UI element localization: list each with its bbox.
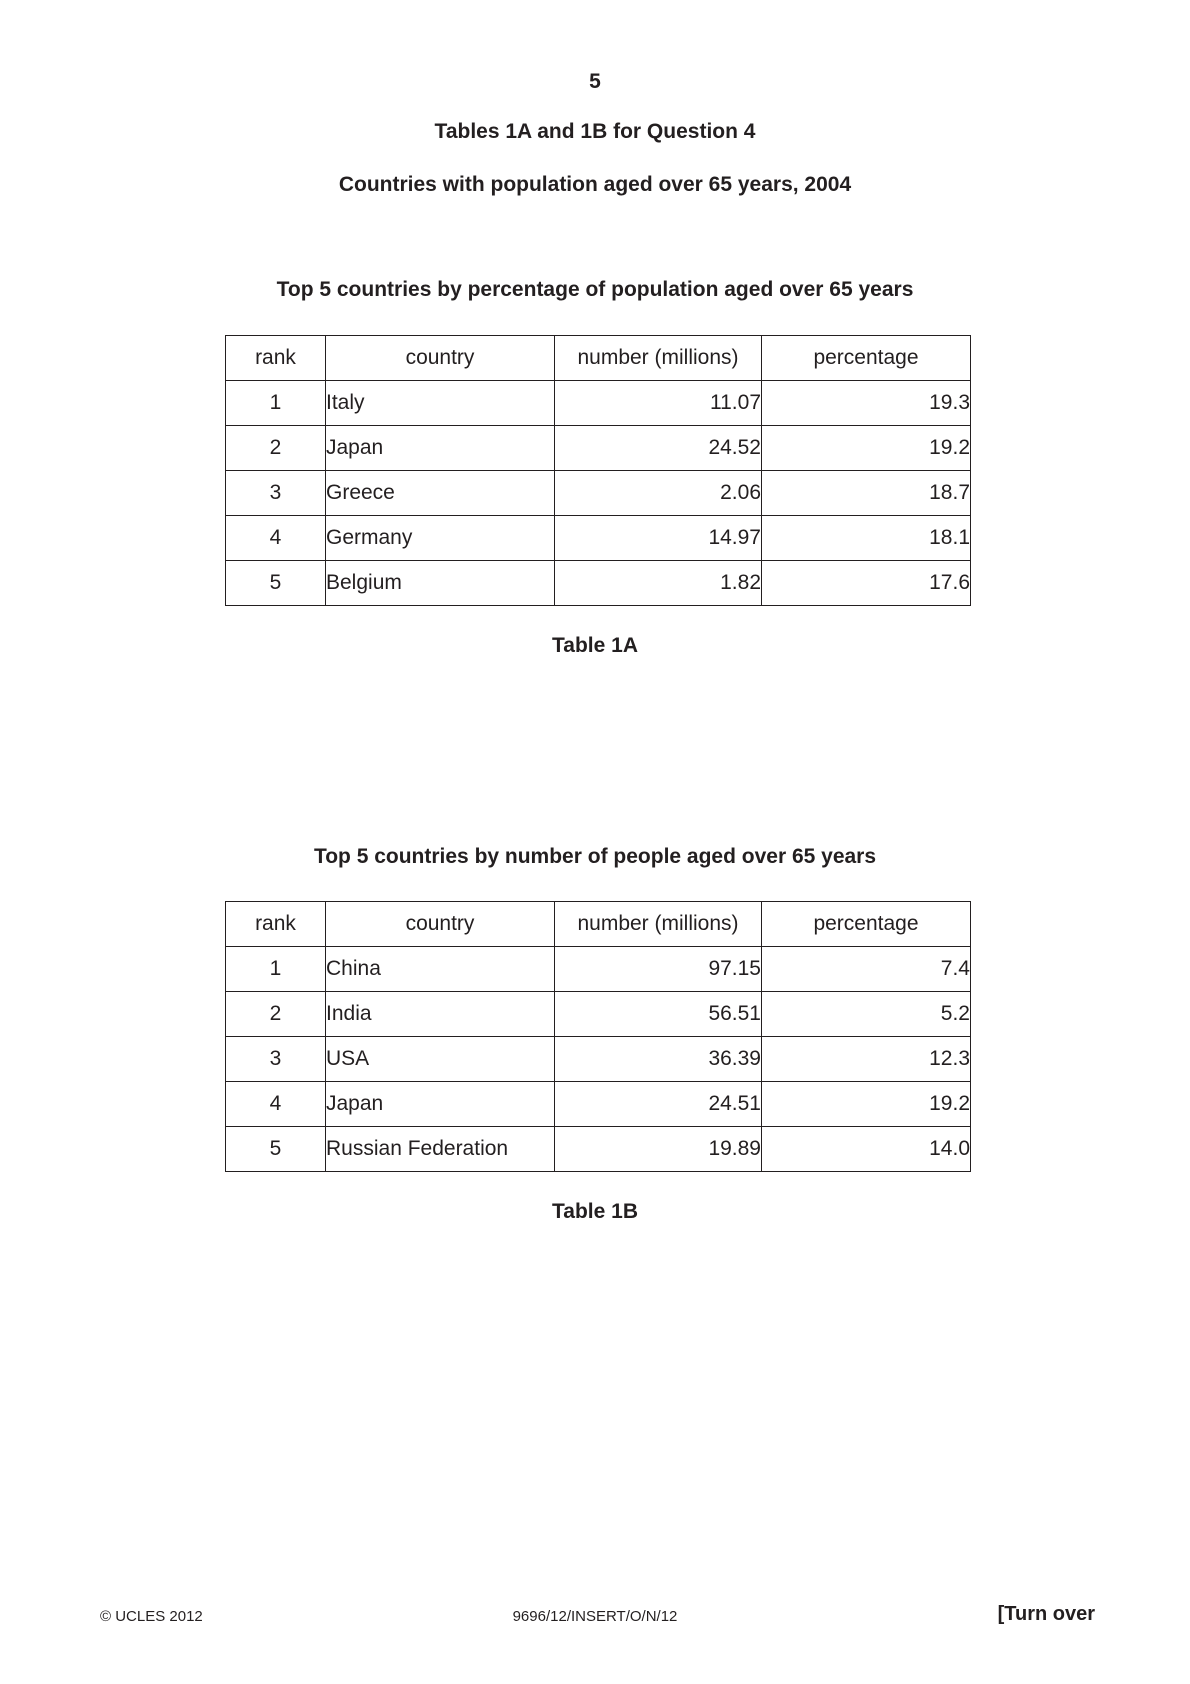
table-cell: 19.2 xyxy=(762,426,971,471)
column-header: country xyxy=(326,902,555,947)
page-number: 5 xyxy=(589,70,601,93)
table-cell: 1 xyxy=(226,381,326,426)
page-title: Tables 1A and 1B for Question 4 xyxy=(434,120,756,143)
table-row xyxy=(226,992,971,1037)
table-header-row xyxy=(226,336,971,381)
table-cell: 3 xyxy=(226,1037,326,1082)
table-1a xyxy=(225,335,971,606)
table-cell: Greece xyxy=(326,471,555,516)
table-cell: Japan xyxy=(326,1082,555,1127)
table-cell: 24.52 xyxy=(555,426,762,471)
table-cell: 1 xyxy=(226,947,326,992)
table-1a-heading: Top 5 countries by percentage of population aged over 65 years xyxy=(276,278,914,301)
table-row xyxy=(226,381,971,426)
table-cell: Germany xyxy=(326,516,555,561)
table-cell: 36.39 xyxy=(555,1037,762,1082)
table-1b-body xyxy=(226,902,971,1172)
column-header: rank xyxy=(226,902,326,947)
table-cell: 5 xyxy=(226,1127,326,1172)
table-cell: 5.2 xyxy=(762,992,971,1037)
table-cell: 14.97 xyxy=(555,516,762,561)
table-row xyxy=(226,516,971,561)
page-subtitle: Countries with population aged over 65 years, 2004 xyxy=(338,173,852,196)
table-cell: 17.6 xyxy=(762,561,971,606)
column-header: rank xyxy=(226,336,326,381)
table-cell: 56.51 xyxy=(555,992,762,1037)
column-header: number (millions) xyxy=(555,336,762,381)
table-cell: 2 xyxy=(226,992,326,1037)
table-cell: Japan xyxy=(326,426,555,471)
table-cell: 1.82 xyxy=(555,561,762,606)
table-cell: 3 xyxy=(226,471,326,516)
table-row xyxy=(226,947,971,992)
column-header: country xyxy=(326,336,555,381)
table-cell: Russian Federation xyxy=(326,1127,555,1172)
table-cell: Italy xyxy=(326,381,555,426)
table-row xyxy=(226,561,971,606)
copyright-notice: © UCLES 2012 xyxy=(100,1608,203,1625)
table-cell: 24.51 xyxy=(555,1082,762,1127)
column-header: number (millions) xyxy=(555,902,762,947)
table-row xyxy=(226,471,971,516)
table-row xyxy=(226,1037,971,1082)
table-cell: USA xyxy=(326,1037,555,1082)
table-cell: 5 xyxy=(226,561,326,606)
table-1b-heading: Top 5 countries by number of people aged over 65 years xyxy=(313,845,877,868)
table-cell: 7.4 xyxy=(762,947,971,992)
table-cell: China xyxy=(326,947,555,992)
exam-code: 9696/12/INSERT/O/N/12 xyxy=(512,1608,678,1625)
table-1a-caption: Table 1A xyxy=(552,634,638,657)
table-header-row xyxy=(226,902,971,947)
table-cell: 2 xyxy=(226,426,326,471)
table-cell: 4 xyxy=(226,516,326,561)
column-header: percentage xyxy=(762,336,971,381)
table-1b-caption: Table 1B xyxy=(552,1200,638,1223)
table-row xyxy=(226,1082,971,1127)
table-cell: 4 xyxy=(226,1082,326,1127)
table-cell: 2.06 xyxy=(555,471,762,516)
column-header: percentage xyxy=(762,902,971,947)
turn-over-label: [Turn over xyxy=(997,1603,1095,1625)
table-1a-body xyxy=(226,336,971,606)
table-cell: 19.2 xyxy=(762,1082,971,1127)
table-cell: 97.15 xyxy=(555,947,762,992)
table-cell: Belgium xyxy=(326,561,555,606)
table-cell: India xyxy=(326,992,555,1037)
table-cell: 14.0 xyxy=(762,1127,971,1172)
table-cell: 11.07 xyxy=(555,381,762,426)
table-row xyxy=(226,1127,971,1172)
table-cell: 18.1 xyxy=(762,516,971,561)
table-1b xyxy=(225,901,971,1172)
table-cell: 19.3 xyxy=(762,381,971,426)
table-cell: 18.7 xyxy=(762,471,971,516)
table-cell: 19.89 xyxy=(555,1127,762,1172)
table-cell: 12.3 xyxy=(762,1037,971,1082)
table-row xyxy=(226,426,971,471)
